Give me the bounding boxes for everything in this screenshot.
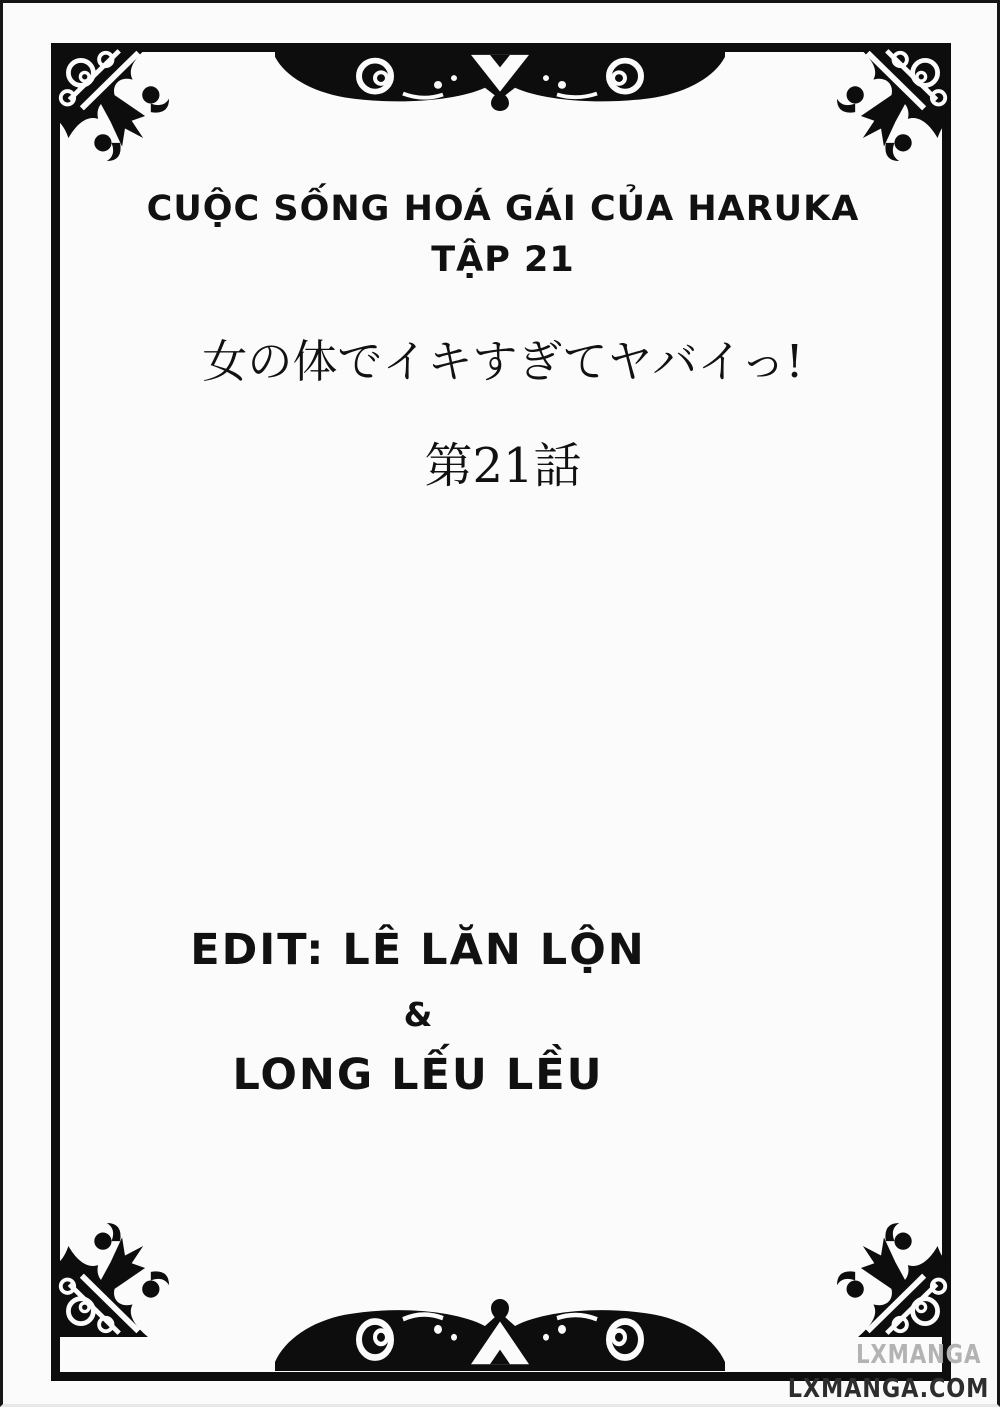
- series-title: CUỘC SỐNG HOÁ GÁI CỦA HARUKA: [146, 189, 860, 229]
- credits-block: [3, 925, 833, 1100]
- scroll-band-icon: [275, 1299, 725, 1371]
- ampersand-separator: &: [403, 995, 433, 1034]
- corner-flourish-icon: [836, 47, 951, 162]
- corner-flourish-icon: [55, 47, 170, 162]
- editor2-credit-line: LONG LẾU LỀU: [232, 1050, 604, 1100]
- corner-flourish-icon: [55, 1222, 170, 1337]
- scroll-band-icon: [275, 49, 725, 111]
- japanese-title: 女の体でイキすぎてヤバイっ!: [202, 335, 804, 388]
- japanese-chapter-number: 第21話: [424, 438, 582, 494]
- corner-flourish-icon: [836, 1222, 951, 1337]
- volume-number: TẬP 21: [431, 240, 575, 280]
- watermark-overlay-text: LXMANGA: [856, 1340, 982, 1370]
- watermark-site-url: LXMANGA.COM: [787, 1374, 989, 1404]
- editor-credit-line: EDIT: LÊ LĂN LỘN: [190, 925, 646, 975]
